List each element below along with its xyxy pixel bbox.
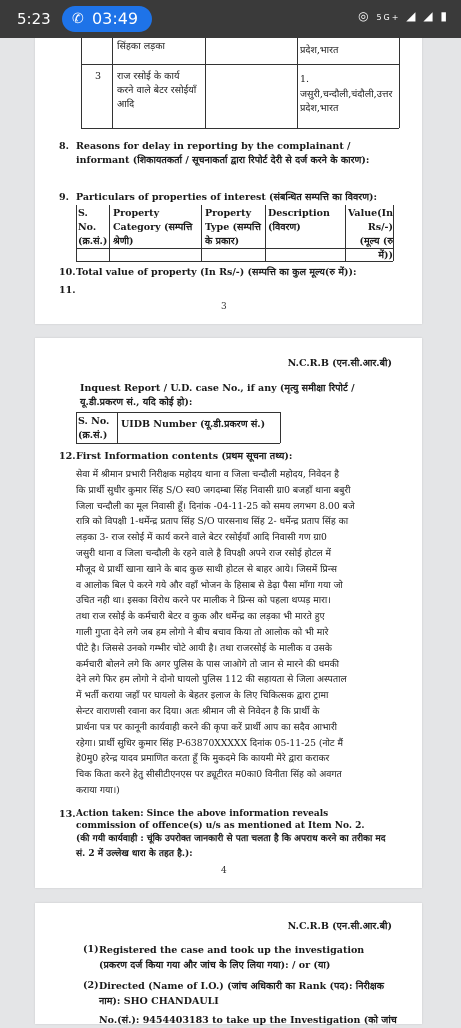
- item-number: 9.: [59, 192, 69, 203]
- item-number: 10.: [59, 267, 76, 278]
- table-cell: जसुरी,चन्दौली,चंदौली,उत्तर प्रदेश,भारत: [300, 89, 393, 114]
- item-2-text: Directed (Name of I.O.) (जांच अधिकारी का Rank (पद): निरीक्षक नाम): SHO CHANDAULI: [99, 981, 384, 1007]
- status-bar: [0, 0, 461, 38]
- fir-line: लड़का 3- राज रसोई में कार्य करने वाले बेटर रसोईयाँ आदि निवासी गण ग्रा0: [76, 532, 327, 544]
- page-number: 4: [221, 866, 227, 876]
- fir-line: तथा राज रसोई के कर्मचारी बेटर व कुक और धर्मेन्द्र का लड़का भी मारते हुए: [76, 611, 325, 623]
- column-header: S. No. (क्र.सं.): [78, 208, 108, 247]
- fir-line: सेवा में श्रीमान प्रभारी निरीक्षक महोदय थाना व जिला चन्दौली महोदय, निवेदन है: [76, 469, 340, 480]
- item-12-title: First Information contents (प्रथम सूचना तथ्य):: [76, 451, 293, 462]
- fir-line: गाली गुप्ता देने लगे जब हम लोगो ने बीच बचाव किया तो आलोक को भी मारे: [76, 627, 329, 638]
- clock: 5:23: [17, 10, 51, 28]
- item-9-text: Particulars of properties of interest (संबन्धित सम्पत्ति का विवरण):: [76, 192, 378, 203]
- page-number: 3: [221, 302, 227, 312]
- fir-line: पीटे है। जिससे उनको गम्भीर चोटे आयी है। तथा राजरसोई के मालीक व उसके: [76, 642, 332, 654]
- inquest-title: Inquest Report / U.D. case No., if any (मृत्यु समीक्षा रिपोर्ट / यू.डी.प्रकरण सं., यदि कोई हो):: [80, 383, 355, 408]
- fir-line: जिला चन्दौली का मूल निवासी हूँ। दिनांक -04-11-25 को समय लगभग 8.00 बजे: [76, 500, 355, 512]
- fir-line: रहेगा। प्रार्थी सुधिर कुमार सिंह P-63870XXXXX दिनांक 05-11-25 (नोट मैं: [76, 737, 343, 749]
- fir-line: जसुरी थाना व जिला चन्दौली के रहने वाले है विपक्षी अपने राज रसोई होटल में: [76, 548, 332, 559]
- column-header: Value(In Rs/-) (मूल्य (रु में)): [347, 208, 393, 261]
- battery-icon: ▮: [440, 9, 449, 23]
- fir-line: हे0मु0 हरेन्द्र यादव प्रमाणित करता हूँ कि मुकदमे कि कायमी मेरे द्वारा कराकर: [76, 753, 330, 765]
- item-13-text: Action taken: Since the above information reveals commission of offence(s) u/s as mentioned at Item No. 2.: [76, 809, 365, 831]
- fir-line: उचित नही था। इसका विरोध करने पर मालीक ने प्रिन्स को पहला थप्पड़ मारा।: [76, 595, 331, 607]
- item-10-text: Total value of property (In Rs/-) (सम्पत्ति का कुल मूल्य(रु में)):: [76, 267, 357, 278]
- item-8-text: Reasons for delay in reporting by the complainant / informant (शिकायतकर्ता / सूचनाकर्ता द्वारा रिपोर्ट देरी से दर्ज करने के कारण):: [76, 141, 370, 166]
- document-page-4: [35, 338, 422, 888]
- ongoing-call-chip[interactable]: [62, 6, 152, 32]
- signal-icon: ◢: [423, 9, 435, 23]
- table-cell: प्रदेश,भारत: [300, 45, 339, 56]
- item-number: 11.: [59, 285, 76, 296]
- document-page-3: [35, 0, 422, 324]
- item-number: 12.: [59, 451, 76, 462]
- column-header: S. No. (क्र.सं.): [78, 416, 110, 441]
- fir-line: रात्रि को विपक्षी 1-धर्मेन्द्र प्रताप सिंह S/O पारसनाथ सिंह 2- धर्मेन्द्र प्रताप सिंह का: [76, 516, 349, 528]
- item-number: 13.: [59, 809, 76, 820]
- document-page-5: [35, 903, 422, 1024]
- table-cell: राज रसोई के कार्य करने वाले बेटर रसोईयाँ आदि: [117, 71, 197, 110]
- network-5g-icon: 5G+: [376, 13, 401, 22]
- fir-line: कराया गया।): [76, 785, 120, 796]
- system-icons: [358, 9, 449, 23]
- page-header: N.C.R.B (एन.सी.आर.बी): [287, 358, 392, 369]
- wifi-icon: ◎: [358, 9, 371, 23]
- signal-icon: ◢: [406, 9, 418, 23]
- item-number: (2): [83, 980, 99, 991]
- fir-line: में भर्ती कराया जहाँ पर घायलो के बेहतर इलाज के लिए चिकित्सक द्वारा ट्रामा: [76, 690, 329, 702]
- fir-line: प्रार्थना पत्र पर कानूनी कार्यवाही करने की कृपा करें प्रार्थी आप का सदैव आभारी: [76, 721, 337, 733]
- item-2-line: No.(सं.): 9454403183 to take up the Investigation (को जांच: [99, 1015, 397, 1026]
- item-13-hindi: (की गयी कार्यवाही : चूंकि उपरोक्त जानकारी से पता चलता है कि अपराध करने का तरीका मद सं. 2 में उल्लेख धारा के तहत है.):: [76, 834, 386, 859]
- item-number: 8.: [59, 141, 69, 152]
- fir-line: सेन्टर वाराणसी रवाना कर दिया। अतः श्रीमान जी से निवेदन है कि प्रार्थी के: [76, 706, 320, 717]
- column-header: Property Category (सम्पत्ति श्रेणी): [113, 208, 193, 247]
- fir-line: व आलोक बिल पे करने गये और वहाँ भोजन के हिसाब से डेढ़ा पैसा माँगा गया जो: [76, 579, 343, 591]
- fir-line: मौजूद थे प्रार्थी खाना खाने के बाद कुछ साथी होटल से बाहर आये। जिसमें प्रिन्स: [76, 563, 337, 575]
- table-cell: 3: [95, 71, 102, 82]
- phone-icon: ✆: [72, 11, 84, 27]
- fir-line: देने लगे फिर हम लोगो ने दोनो घायलो पुलिस 112 की सहायता से जिला अस्पताल: [76, 674, 347, 686]
- item-1-text: Registered the case and took up the investigation (प्रकरण दर्ज किया गया और जांच के लिए लिया गया): / or (या): [99, 945, 365, 971]
- fir-line: कर्मचारी बोलने लगे कि अगर पुलिस के पास जाओगे तो जान से मारने की धमकी: [76, 658, 340, 670]
- column-header: Property Type (सम्पत्ति के प्रकार): [205, 208, 261, 247]
- table-cell: सिंहका लड़का: [117, 41, 165, 52]
- column-header: UIDB Number (यू.डी.प्रकरण सं.): [121, 419, 266, 430]
- column-header: Description (विवरण): [268, 208, 330, 233]
- call-duration: 03:49: [92, 9, 139, 28]
- page-header: N.C.R.B (एन.सी.आर.बी): [287, 921, 392, 932]
- fir-line: चिक किता करने हेतु सीसीटीएनएस पर ड्यूटीरत म0का0 विनीता सिंह को अवगत: [76, 769, 342, 781]
- table-cell: 1.: [300, 74, 310, 85]
- fir-line: कि प्रार्थी सुधीर कुमार सिंह S/O स्व0 जगदम्बा सिंह निवासी ग्रा0 बजहाँ थाना बबुरी: [76, 484, 351, 496]
- item-number: (1): [83, 944, 99, 955]
